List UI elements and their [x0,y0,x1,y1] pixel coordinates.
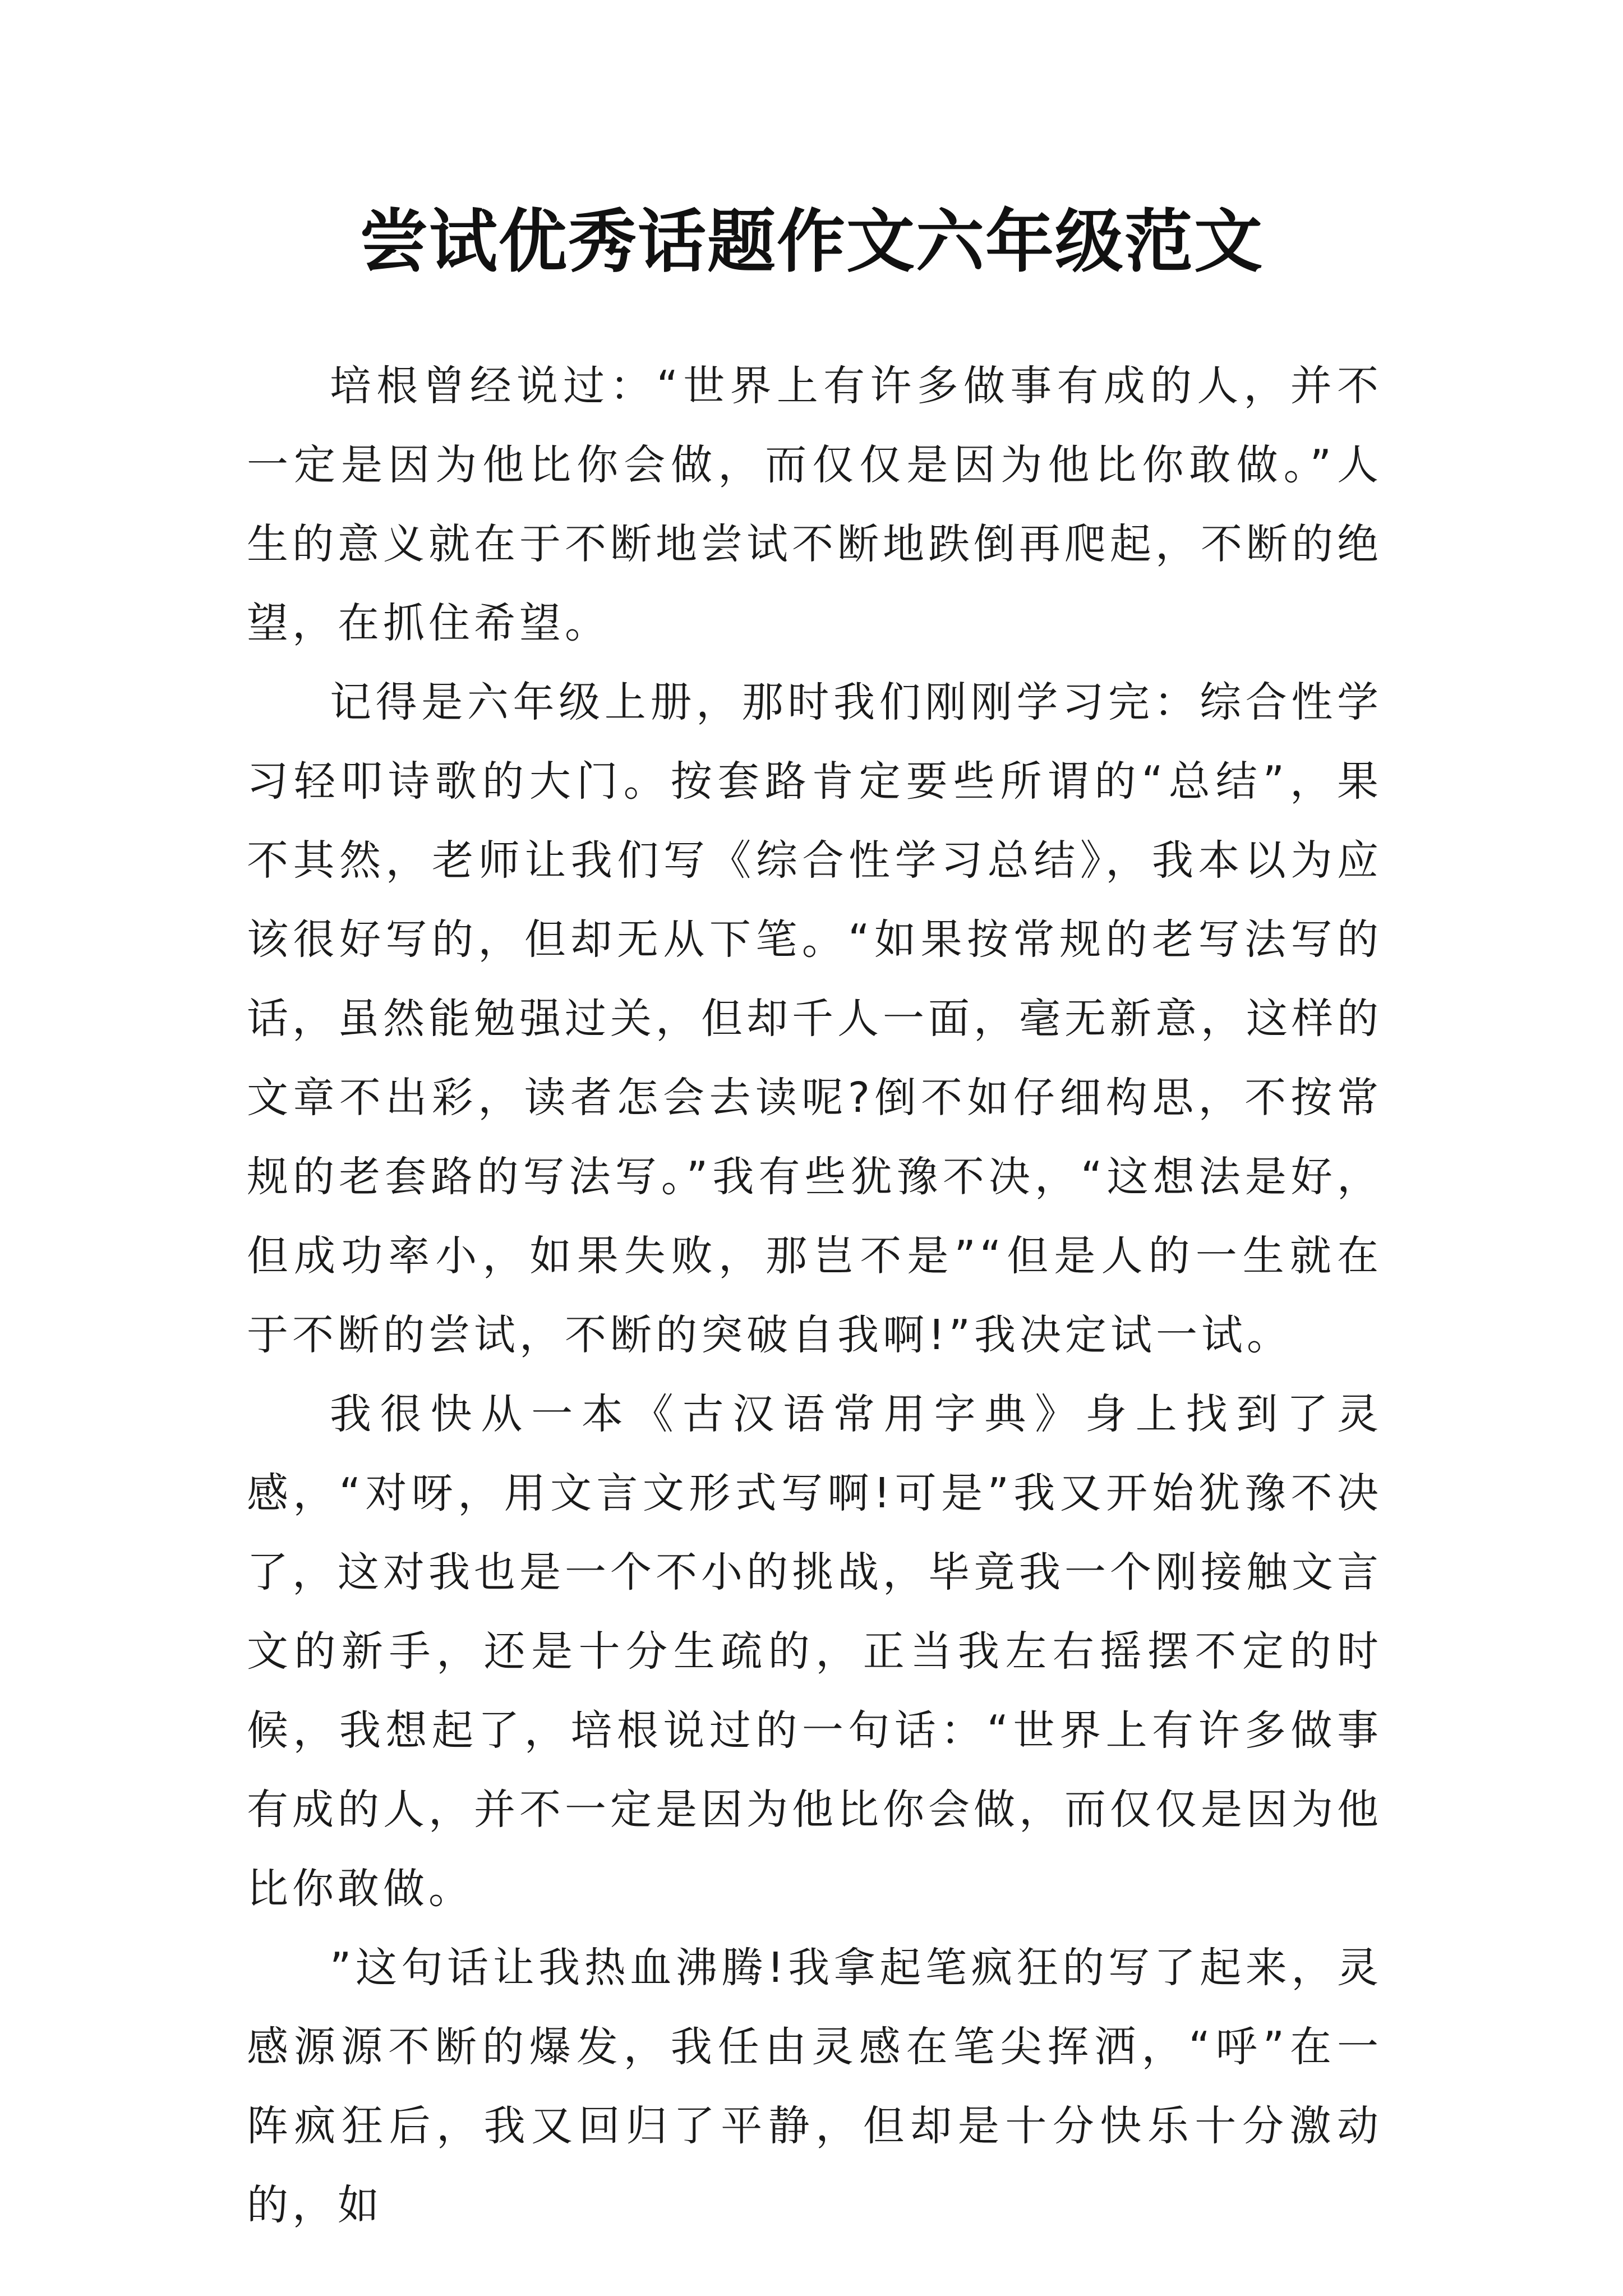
paragraph-4: ”这句话让我热血沸腾!我拿起笔疯狂的写了起来，灵感源源不断的爆发，我任由灵感在笔尖挥洒，“呼”在一阵疯狂后，我又回归了平静，但却是十分快乐十分激动的，如 [247,1944,1382,2229]
paragraph-2: 记得是六年级上册，那时我们刚刚学习完：综合性学习轻叩诗歌的大门。按套路肯定要些所谓的“总结”，果不其然，老师让我们写《综合性学习总结》，我本以为应该很好写的，但却无从下笔。“如果按常规的老写法写的话，虽然能勉强过关，但却千人一面，毫无新意，这样的文章不出彩，读者怎会去读呢?倒不如仔细构思，不按常规的老套路的写法写。”我有些犹豫不决，“这想法是好，但成功率小，如果失败，那岂不是”“但是人的一生就在于不断的尝试，不断的突破自我啊!”我决定试一试。 [247,678,1382,1359]
paragraph-3: 我很快从一本《古汉语常用字典》身上找到了灵感，“对呀，用文言文形式写啊!可是”我又开始犹豫不决了，这对我也是一个不小的挑战，毕竟我一个刚接触文言文的新手，还是十分生疏的，正当我左右摇摆不定的时候，我想起了，培根说过的一句话：“世界上有许多做事有成的人，并不一定是因为他比你会做，而仅仅是因为他比你敢做。 [247,1390,1382,1913]
paragraph-1: 培根曾经说过：“世界上有许多做事有成的人，并不一定是因为他比你会做，而仅仅是因为他比你敢做。”人生的意义就在于不断地尝试不断地跌倒再爬起，不断的绝望，在抓住希望。 [247,362,1382,647]
document-body [247,347,1382,2245]
document-title: 尝试优秀话题作文六年级范文 [359,201,1264,282]
